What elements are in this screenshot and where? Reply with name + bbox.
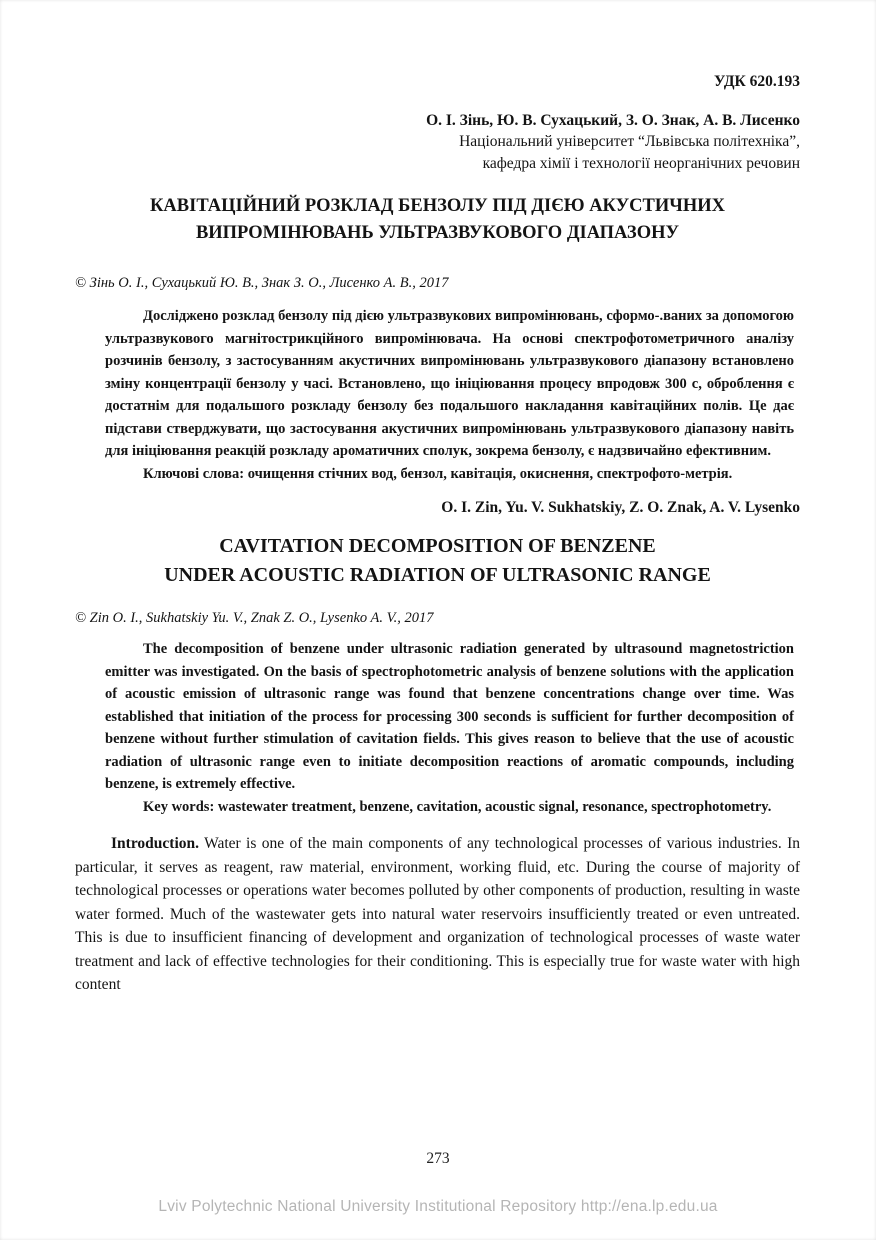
authors-ukrainian: О. І. Зінь, Ю. В. Сухацький, З. О. Знак, А. В. Лисенко (426, 112, 800, 129)
copyright-line-ukrainian: © Зінь О. І., Сухацький Ю. В., Знак З. О., Лисенко А. В., 2017 (75, 275, 449, 291)
abstract-english-text: The decomposition of benzene under ultrasonic radiation generated by ultrasound magnetostriction emitter was investigated. On the basis of spectrophotometric analysis of benzene solutions with the application of acoustic emission of ultrasonic range was found that benzene concentrations change over time. Was established that initiation of the process for processing 300 seconds is sufficient for further decomposition of benzene without further stimulation of cavitation fields. This gives reason to believe that the use of acoustic radiation of ultrasonic range even to initiate decomposition reactions of aromatic compounds, including benzene, is extremely effective. (105, 641, 794, 792)
authors-english: O. I. Zin, Yu. V. Sukhatskiy, Z. O. Znak, A. V. Lysenko (441, 499, 800, 516)
keywords-english: Key words: wastewater treatment, benzene, cavitation, acoustic signal, resonance, spectrophotometry. (143, 798, 772, 815)
introduction-text: Water is one of the main components of any technological processes of various industries. In particular, it serves as reagent, raw material, environment, working fluid, etc. During the course of majority of technological processes or operations water becomes polluted by other components of production, resulting in waste water formed. Much of the wastewater gets into natural water reservoirs insufficiently treated or even untreated. This is due to insufficient financing of development and organization of technological processes of waste water treatment and lack of effective technologies for their conditioning. This is especially true for waste water with high content (75, 835, 800, 993)
article-title-ukrainian-line-1: КАВІТАЦІЙНИЙ РОЗКЛАД БЕНЗОЛУ ПІД ДІЄЮ АКУСТИЧНИХ (150, 196, 725, 216)
article-title-ukrainian (75, 193, 800, 247)
abstract-ukrainian (105, 305, 794, 485)
article-title-english-line-1: CAVITATION DECOMPOSITION OF BENZENE (219, 535, 656, 557)
copyright-line-english: © Zin O. I., Sukhatskiy Yu. V., Znak Z. O., Lysenko A. V., 2017 (75, 610, 434, 626)
article-title-english (75, 532, 800, 590)
page-number: 273 (426, 1150, 450, 1167)
introduction-paragraph (75, 832, 800, 997)
abstract-ukrainian-text: Досліджено розклад бензолу під дією ультразвукових випромінювань, сформо-.ваних за допомогою ультразвукового магнітострикційного випромінювача. На основі спектрофотометричного аналізу розчинів бензолу, з застосуванням акустичних випромінювань ультразвукового діапазону встановлено зміну концентрації бензолу у часі. Встановлено, що ініціювання процесу впродовж 300 с, оброблення є достатнім для подальшого розкладу бензолу без подальшого накладання кавітаційних полів. Це дає підстави стверджувати, що застосування акустичних випромінювань ультразвукового діапазону навіть для ініціювання реакцій розкладу ароматичних сполук, зокрема бензолу, є надзвичайно ефективним. (105, 308, 794, 459)
article-title-english-line-2: UNDER ACOUSTIC RADIATION OF ULTRASONIC RANGE (164, 564, 711, 586)
udc-code: УДК 620.193 (714, 73, 800, 90)
article-title-ukrainian-line-2: ВИПРОМІНЮВАНЬ УЛЬТРАЗВУКОВОГО ДІАПАЗОНУ (195, 223, 680, 243)
introduction-heading: Introduction. (111, 835, 199, 852)
affiliation-line-1: Національний університет “Львівська політехніка”, (459, 133, 800, 150)
affiliation-line-2: кафедра хімії і технології неорганічних речовин (482, 155, 800, 172)
keywords-ukrainian: Ключові слова: очищення стічних вод, бензол, кавітація, окиснення, спектрофото-метрія. (143, 465, 733, 482)
abstract-english (105, 638, 794, 818)
repository-footer: Lviv Polytechnic National University Institutional Repository http://ena.lp.edu.ua (158, 1198, 718, 1215)
